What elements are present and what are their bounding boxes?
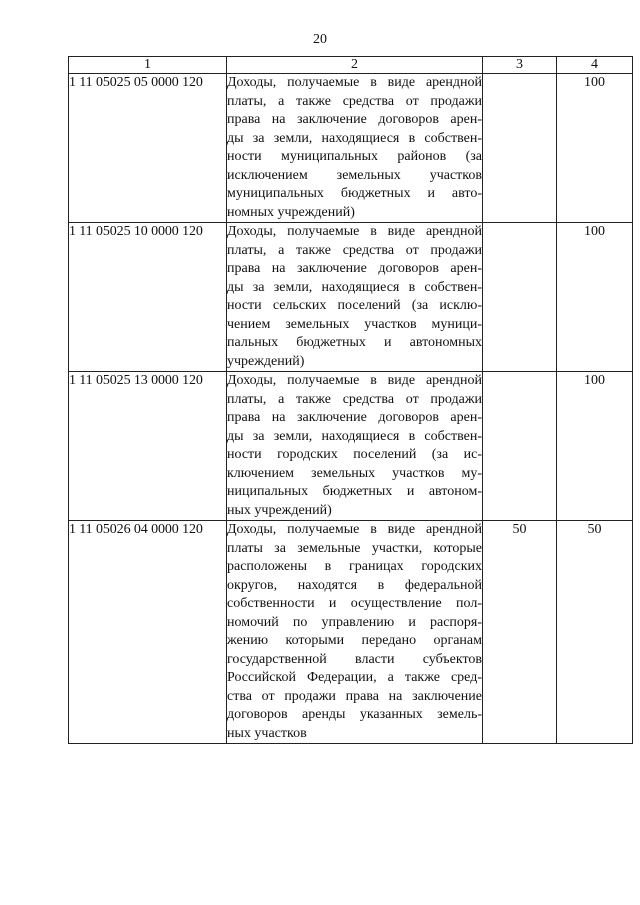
value-col-3-cell [483,372,557,521]
description-line: Доходы, получаемые в виде арендной [227,75,482,90]
header-col-2: 2 [227,57,483,74]
description-line: права на заключение договоров арен- [227,410,482,425]
table-header-row [69,57,633,74]
description-line: номных учреждений) [227,204,355,220]
table-body [69,74,633,744]
description-line: округов, находятся в федеральной [227,577,482,593]
page-number: 20 [313,32,327,47]
header-col-3: 3 [483,57,557,74]
description-line: Российской Федерации, а также сред- [227,670,482,685]
description-line: права на заключение договоров арен- [227,261,482,276]
table-row [69,372,633,521]
value-col-3-cell [483,223,557,372]
description-line: права на заключение договоров арен- [227,112,482,127]
description-line: ности городских поселений (за ис- [227,447,482,462]
description-line: расположены в границах городских [227,559,482,574]
description-line: Доходы, получаемые в виде арендной [227,373,482,388]
description-line: ности муниципальных районов (за [227,149,482,164]
budget-table [68,56,633,744]
description-line: платы, а также средства от продажи [227,93,482,109]
description-line: ства от продажи права на заключение [227,688,482,704]
header-col-1: 1 [69,57,227,74]
budget-code-cell: 1 11 05025 05 0000 120 [69,74,227,223]
description-cell [227,521,483,744]
description-line: ных участков [227,725,307,741]
budget-code-cell: 1 11 05026 04 0000 120 [69,521,227,744]
description-line: Доходы, получаемые в виде арендной [227,522,482,537]
description-cell [227,74,483,223]
description-line: ности сельских поселений (за исклю- [227,298,482,313]
description-line: ных учреждений) [227,502,332,518]
header-col-4: 4 [557,57,633,74]
description-line: муниципальных бюджетных и авто- [227,186,482,201]
description-cell [227,372,483,521]
value-col-3-cell: 50 [483,521,557,744]
description-line: пальных бюджетных и автономных [227,335,482,350]
description-line: платы, а также средства от продажи [227,242,482,258]
value-col-3-cell [483,74,557,223]
description-line: учреждений) [227,353,305,369]
budget-code-cell: 1 11 05025 10 0000 120 [69,223,227,372]
description-line: ды за земли, находящиеся в собствен- [227,279,482,295]
description-line: ды за земли, находящиеся в собствен- [227,130,482,146]
description-line: номочий по управлению и распоря- [227,614,482,630]
description-line: платы за земельные участки, которые [227,540,482,556]
description-line: ниципальных бюджетных и автоном- [227,484,482,499]
value-col-4-cell: 100 [557,223,633,372]
description-line: договоров аренды указанных земель- [227,707,482,722]
description-line: ды за земли, находящиеся в собствен- [227,428,482,444]
table-row [69,74,633,223]
table-row [69,223,633,372]
value-col-4-cell: 100 [557,74,633,223]
description-line: платы, а также средства от продажи [227,391,482,407]
description-cell [227,223,483,372]
description-line: исключением земельных участков [227,167,482,183]
description-line: собственности и осуществление пол- [227,596,482,611]
description-line: государственной власти субъектов [227,651,482,667]
budget-code-cell: 1 11 05025 13 0000 120 [69,372,227,521]
description-line: чением земельных участков муници- [227,316,482,332]
description-line: жению которыми передано органам [227,633,482,648]
value-col-4-cell: 50 [557,521,633,744]
table-row [69,521,633,744]
description-line: ключением земельных участков му- [227,465,482,481]
description-line: Доходы, получаемые в виде арендной [227,224,482,239]
value-col-4-cell: 100 [557,372,633,521]
